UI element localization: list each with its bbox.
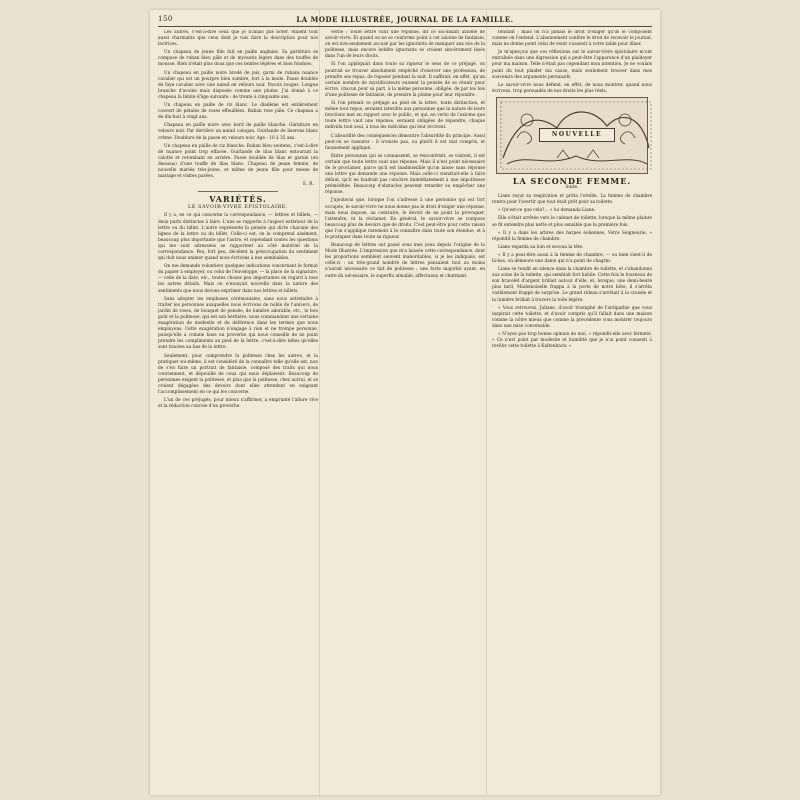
column-divider: [486, 10, 487, 795]
paragraph: L'absurdité des conséquences démontre l'absurdité du principe. Aussi peut-on se rassurer : il n'existe pas, ou plutôt il est mal compris, et faussement appliqué.: [325, 133, 485, 151]
paragraph: L'un de ces préjugés, pour mieux s'affirmer, a emprunté l'allure vive et la rédaction concise d'un proverbe.: [158, 398, 318, 410]
section-subtitle: LE SAVOIR-VIVRE ÉPISTOLAIRE.: [188, 204, 288, 211]
paragraph: Beaucoup de lettres ont passé sous mes yeux depuis l'origine de la Mode Illustrée. L'impression que m'a laissée cette correspondance, dont les proportions semblent souvent inabordables, si je les indiquais, est celle-ci : un très-grand nombre de lettres pensaient tout au moins n'aurait nécessaire ce fait de politesse ; une forte majorité ayant, en outre du nécessaire, le superflu aimable, affectueux et charmant.: [325, 243, 485, 279]
column-1: [158, 30, 318, 790]
paragraph: Si l'on prenait ce préjugé au pied de la lettre, toute distinction, et même tout repos, seraient interdits aux personnes que la nature de leurs fonctions met en rapport avec le public, et qui, en vertu de l'axiome que toute lettre vaut une réponse, seraient obligées de répondre, chaque individu tout seul, à tous les individus qui leur écrivent.: [325, 101, 485, 131]
section-title: VARIÉTÉS.: [209, 194, 267, 205]
page-header: [158, 14, 652, 27]
paragraph: J'ajouterai que, lorsque l'on s'adresse à une personne qui est fort occupée, le savoir-vivre ne nous donne pas le droit d'exiger une réponse, mais nous impose, au contraire, le devoir de ne point la provoquer, l'attendre, ni la réclamer. En général, le savoir-vivre se compose beaucoup plus de devoirs que de droits. C'est peut-être pour cette raison que l'on s'applique rarement à le connaître dans toute son étendue, et à le pratiquer dans toute sa rigueur.: [325, 198, 485, 240]
paragraph: « Qu'est-ce que cela?... » lui demanda Liane.: [498, 208, 596, 214]
paragraph: Les autres, c'est-à-dire ceux que je n'allais pas noter, étaient tout aussi charmants que ceux dont je vais faire la description pour nos lectrices.: [158, 30, 318, 48]
page-number: 150: [158, 15, 173, 23]
paragraph: « Il y a peut-être aussi à la femme de chambre, — ou bien vient-il de là-bas, où démeure une dame qui n'a point de chagrin.: [492, 252, 652, 264]
paragraph: Le savoir-vivre nous défend, en effet, de nous montrer, quand nous écrivons, trop persuadés de nos droits les plus réels.: [492, 82, 652, 94]
paragraph: Liane regarda au loin et secoua la tête.: [498, 244, 584, 250]
paragraph: Entre personnes qui se connaissent, se rencontrent, se visitent, il est certain que toute lettre vaut une réponse. Mais il n'est point nécessaire de le proclamer, parce qu'il est inadmissible qu'on laisse sans réponse une lettre qui demande une réponse. Mais celle-ci viendrait-elle à faire défaut, qu'il ne faudrait pas conclure immédiatement à une impolitesse préméditée. Beaucoup d'obstacles peuvent retarder ou empêcher une réponse.: [325, 153, 485, 196]
paragraph: Un chapeau en paille noire brodé de jais, garni de rubans nuance cavalier qui est un pourpre bien sombre, fort à la mode. Passe doublée de faye cavalier avec une nœud en velours noir. Pavots rouges. Longue branche d'avoine mais disposée comme une plume. J'ai donné à ce chapeau la limite d'âge suivante : de trente à cinquante ans.: [158, 70, 318, 100]
paragraph: Liane reçut sa respiration et prêta l'oreille. La femme de chambre rentra pour l'avertir que tout était prêt pour sa toilette.: [492, 194, 652, 206]
paragraph: Liane se rendit en silence dans la chambre de toilette, et s'abandonna aux soins de la toilette, qui semblait fort habile. Cette fois le fourneau de son bracelet d'argent brillait autour d'elle, et, lorsque, une demi-heure plus tard, Mademoiselle frappa à la porte de notre hôte, il s'arrêta visiblement frappé de surprise. Le grand rideau s'arrêtait à la croisée et la lumière brillait à travers la toile légère.: [492, 267, 652, 303]
nouvelle-vignette: [496, 97, 648, 174]
paragraph: Si l'on appliquait dans toute sa rigueur le sens de ce préjugé, on pourrait se trouver absolument empêché d'exercer une profession, de prendre ses repas, de reposer pendant la nuit. Il suffirait, en effet, qu'un certain nombre de mystificateurs eussent la pensée de se réunir pour écrire, chacun pour sa part, à la même personne, obligée, de par les lois d'une politesse de fantaisie, de prendre la plume pour leur répondre.: [325, 62, 485, 98]
column-3: [492, 30, 652, 790]
newspaper-page: [150, 10, 660, 795]
paragraph: tendant ; mais on n'a jamais le droit d'exiger qu'ils le composent comme on l'entend. L'abonnement confère le droit de recevoir le journal, mais ne donne point celui de venir s'asseoir à votre table pour dîner.: [492, 30, 652, 48]
paragraph: Un chapeau en paille de riz blanc. Le diadème est entièrement couvert de pétales de roses effeuillées. Ruban rose pâle. Ce chapeau a de dix-huit à vingt ans.: [158, 103, 318, 121]
paragraph: Un chapeau de jeune fille fait en paille anglaise. Sa garniture se compose de ruban bleu pâle et de myosotis légers dans des touffes de mousse. Rien n'était plus doux que ces teintes légères et bien fondues.: [158, 50, 318, 68]
paragraph: Un chapeau en paille de riz blanche. Ruban bleu soutenu, c'est-à-dire de nuance point trop effacée. Guirlande de lilas blanc entourant la calotte et retombant en arrière. Passe doublée de lilas et garnie (en dessous) d'une touffe de lilas blanc. Chapeau de jeune femme, de nouvelle mariée très-jeune, et même de jeune fille pour messe de mariage et visites parées.: [158, 143, 318, 180]
paragraph: Je m'aperçois que ces réflexions sur le savoir-vivre épistolaire m'ont entraînée dans une digression qui a peut-être l'apparence d'un plaidoyer pour ma maison. Telle n'était pas cependant mon intention. Je ne voulais point du tout plaider ma cause, mais seulement trouver dans mes souvenirs des arguments persuasifs.: [492, 50, 652, 80]
paragraph: On me demande volontiers quelques indications concernant le format du papier à employer, ou celui de l'enveloppe, — la place de la signature, — celle de la date, etc., toutes choses peu importantes en regard à tous les autres détails. Mais on n'essayait nouvelle dans la nature des sentiments que nous devons exprimer dans nos lettres et billets.: [158, 264, 318, 294]
paragraph: « Il y a dans les arbres des harpes éoliennes, Votre Seigneurie, » répondit la femme de chambre.: [492, 230, 652, 242]
divider: [198, 191, 278, 192]
paragraph: Il y a, en ce qui concerne la correspondance, — lettres et billets, — deux parts distinctes à faire. L'une se rapporte à l'aspect extérieur de la lettre ou du billet. L'autre représente la pensée qui dicte chacune des lignes de la lettre ou du billet. Celle-ci est, on le comprend aisément, beaucoup plus importante que l'autre, et cependant toutes les questions qui me sont adressées se rapportent au côté matériel de la correspondance. Peu, fort peu, décèlent la préoccupation du sentiment qui doit nous animer quand nous écrivons à nos semblables.: [158, 213, 318, 262]
author-signature: E. R.: [303, 182, 314, 188]
paragraph: Seulement, pour comprendre la politesse chez les autres, et la pratiquer soi-même, il est considéré de la connaître telle qu'elle est, non de s'en faire un portrait de fantaisie, composé des traits qui nous conviennent, et dépouillé de ceux qui nous déplaisent. Beaucoup de personnes exigent la politesse, et plus que la politesse, chez autrui, et se croient dégagées des devoirs dont elles attendent en exigeant l'accomplissement en ce qui les concerne.: [158, 353, 318, 396]
paragraph: « N'ayez pas trop bonne opinion de moi, » répondit-elle avec fermeté. « Ce n'est point par modestie et humilité que je n'ai point consenti à revêtir cette toilette à Kaltenbach. »: [492, 332, 652, 350]
column-divider: [319, 10, 320, 795]
paragraph: Elle s'était arrêtée vers le cabinet de toilette, lorsque la même plainte se fit entendre plus nette et plus sensible que la première fois.: [492, 216, 652, 228]
novel-title: LA SECONDE FEMME.: [512, 175, 632, 186]
paragraph: Sans adopter les emphases cérémoniales, sans nous astreindre à traiter les personnes auxquelles nous écrivons de noble de l'univers, de jardin de roses, de bouquet de pensée, de lumière adorable, etc., le bon goût et la politesse, qui est son héritière, nous commandent une certaine exagération de modestie et de déférence dans les termes que nous employons. Cette exagération n'engage à rien et ne trompe personne, puisqu'elle a comme base un proverbe qui nous conseille de ne point prendre les compliments au pied de la lettre, c'est-à-dire telles qu'elles sont tracées au bas de la lettre.: [158, 296, 318, 351]
vignette-label: NOUVELLE: [539, 128, 615, 142]
novel-subtitle: Suite.: [565, 185, 579, 191]
journal-title: LA MODE ILLUSTRÉE, JOURNAL DE LA FAMILLE.: [296, 15, 514, 24]
paragraph: « Vous retrouvez, Juliane, d'avoir triomphé de l'antipathie que vous inspirait cette toilette, et d'avoir compris qu'il fallait dans une maison comme la nôtre mieux que comme la précédente vous montrer toujours dans une mise convenable.: [492, 305, 652, 329]
column-2: [325, 30, 485, 790]
paragraph: verbe : Toute lettre vaut une réponse, dit ce soi-disant axiome de savoir-vivre. Et quand on ne se conforme point à cet axiome de fantaisie, on est non-seulement accusé par les ignorants de manquer aux lois de la politesse, mais encore leddite ignorants se croient sincèrement lésés dans l'un de leurs droits.: [325, 30, 485, 60]
paragraph: Chapeau en paille noire avec bord de paille blanche. Garniture en velours noir. Par derrière un nœud catogan. Guirlande de liserons blanc crème. Doublure de la passe en velours noir. Age : 18 à 35 ans.: [158, 123, 318, 141]
